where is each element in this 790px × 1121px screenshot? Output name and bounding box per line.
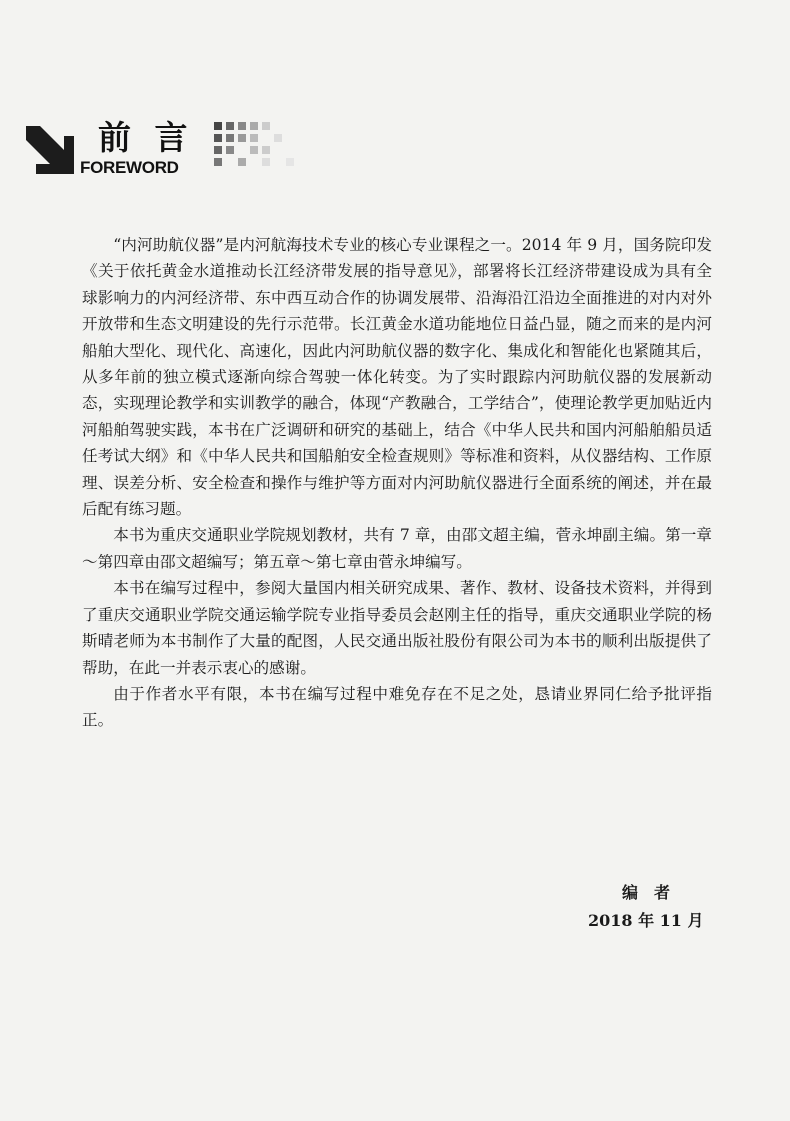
page-title: 前 言	[98, 118, 194, 157]
foreword-header	[22, 118, 352, 178]
diagonal-arrow-icon	[22, 122, 78, 178]
signature-author: 编者	[622, 883, 687, 902]
paragraph: 由于作者水平有限，本书在编写过程中难免存在不足之处，恳请业界同仁给予批评指正。	[82, 684, 712, 730]
page-subtitle: FOREWORD	[80, 158, 179, 177]
paragraph: 本书在编写过程中，参阅大量国内相关研究成果、著作、教材、设备技术资料，并得到了重庆交通职业学院交通运输学院专业指导委员会赵刚主任的指导，重庆交通职业学院的杨斯晴老师为本书制作了大量的配图，人民交通出版社股份有限公司为本书的顺利出版提供了帮助，在此一并表示衷心的感谢。	[82, 579, 712, 677]
foreword-body	[82, 232, 712, 734]
signature-date: 2018 年 11 月	[588, 911, 704, 930]
paragraph: 本书为重庆交通职业学院规划教材，共有 7 章，由邵文超主编，菅永坤副主编。第一章～第四章由邵文超编写；第五章～第七章由菅永坤编写。	[82, 526, 712, 571]
paragraph: “内河助航仪器”是内河航海技术专业的核心专业课程之一。2014 年 9 月，国务院印发《关于依托黄金水道推动长江经济带发展的指导意见》，部署将长江经济带建设成为具有全球影响力的内河经济带、东中西互动合作的协调发展带、沿海沿江沿边全面推进的对内对外开放带和生态文明建设的先行示范带。长江黄金水道功能地位日益凸显，随之而来的是内河船舶大型化、现代化、高速化，因此内河助航仪器的数字化、集成化和智能化也紧随其后，从多年前的独立模式逐渐向综合驾驶一体化转变。为了实时跟踪内河助航仪器的发展新动态，实现理论教学和实训教学的融合，体现“产教融合，工学结合”，使理论教学更加贴近内河船舶驾驶实践，本书在广泛调研和研究的基础上，结合《中华人民共和国内河船舶船员适任考试大纲》和《中华人民共和国船舶安全检查规则》等标准和资料，从仪器结构、工作原理、误差分析、安全检查和操作与维护等方面对内河助航仪器进行全面系统的阐述，并在最后配有练习题。	[82, 236, 712, 519]
